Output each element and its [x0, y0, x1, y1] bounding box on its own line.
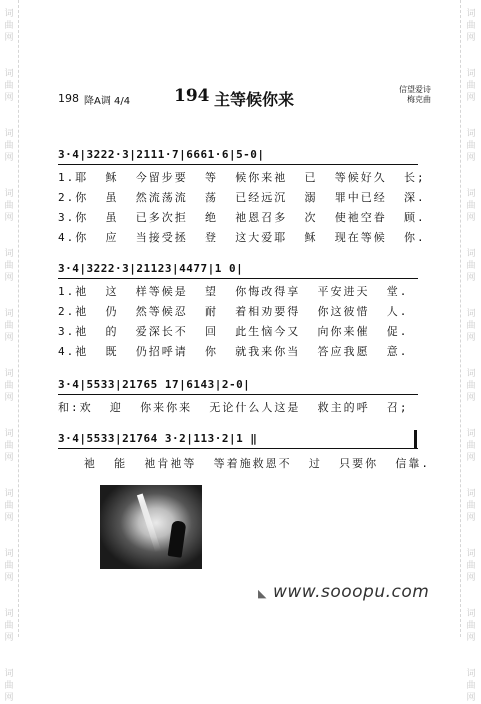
staff-2-notes: 3·4|3222·3|21123|4477|1 0|: [58, 262, 244, 275]
staff-2-underline: [58, 278, 418, 279]
watermark-char: 词: [466, 369, 476, 379]
watermark-char: 网: [466, 213, 476, 223]
staff-2-verse-1: 1.祂 这 样等候是 望 你悔改得享 平安进天 堂.: [58, 285, 409, 298]
watermark-char: 词: [4, 369, 14, 379]
watermark-char: 词: [4, 309, 14, 319]
watermark-char: 曲: [466, 81, 476, 91]
staff-1-verse-1: 1.耶 稣 今留步要 等 候你来祂 已 等候好久 长;: [58, 171, 426, 184]
watermark-arrow-icon: ◣: [258, 587, 267, 600]
watermark-char: 词: [466, 249, 476, 259]
watermark-char: 网: [4, 393, 14, 403]
watermark-char: 词: [466, 549, 476, 559]
site-watermark: [258, 582, 429, 602]
composer-credit: 梅克曲: [407, 95, 431, 104]
watermark-char: 曲: [466, 561, 476, 571]
watermark-char: 曲: [466, 681, 476, 691]
song-number: 194: [174, 86, 210, 106]
watermark-char: 词: [466, 669, 476, 679]
watermark-char: 曲: [466, 21, 476, 31]
watermark-char: 网: [4, 213, 14, 223]
staff-3-notes: 3·4|5533|21765 17|6143|2-0|: [58, 378, 251, 391]
watermark-char: 网: [4, 273, 14, 283]
staff-4-underline: [58, 448, 418, 449]
watermark-char: 曲: [4, 681, 14, 691]
watermark-group: [4, 480, 13, 524]
staff-2-verse-4: 4.祂 既 仍招呼请 你 就我来你当 答应我愿 意.: [58, 345, 409, 358]
watermark-char: 网: [4, 453, 14, 463]
watermark-char: 曲: [4, 561, 14, 571]
watermark-char: 词: [4, 249, 14, 259]
key-time-signature: 降A调 4/4: [84, 96, 131, 107]
staff-2-verse-3: 3.祂 的 爱深长不 回 此生恼今又 向你来催 促.: [58, 325, 409, 338]
watermark-char: 曲: [4, 141, 14, 151]
watermark-char: 词: [4, 189, 14, 199]
watermark-char: 曲: [4, 501, 14, 511]
watermark-char: 网: [466, 393, 476, 403]
watermark-group: [4, 120, 13, 164]
chorus-line-1: 和:欢 迎 你来你来 无论什么人这是 救主的呼 召;: [58, 401, 409, 414]
watermark-group: [4, 180, 13, 224]
chorus-line-2: 祂 能 祂肯祂等 等着施救恩不 过 只要你 信靠.: [58, 457, 430, 470]
staff-1-verse-4: 4.你 应 当接受拯 登 这大爱耶 稣 现在等候 你.: [58, 231, 426, 244]
watermark-char: 词: [4, 549, 14, 559]
watermark-group: [466, 60, 475, 104]
watermark-char: 词: [4, 129, 14, 139]
lyricist-credit: 信望爱诗: [399, 85, 431, 94]
watermark-group: [466, 240, 475, 284]
watermark-char: 曲: [4, 441, 14, 451]
light-streak: [137, 494, 161, 553]
page-number: 198: [58, 92, 79, 105]
watermark-group: [466, 600, 475, 644]
left-watermark-column: [0, 0, 19, 703]
watermark-char: 网: [466, 693, 476, 703]
watermark-char: 词: [466, 609, 476, 619]
song-title: 主等候你来: [214, 90, 295, 109]
watermark-char: 网: [466, 273, 476, 283]
watermark-char: 网: [4, 93, 14, 103]
watermark-group: [466, 660, 475, 704]
watermark-char: 网: [466, 573, 476, 583]
right-watermark-column: [460, 0, 481, 703]
illustration-image: [100, 485, 202, 569]
watermark-char: 曲: [466, 501, 476, 511]
watermark-char: 网: [466, 633, 476, 643]
watermark-char: 网: [4, 633, 14, 643]
watermark-char: 词: [466, 309, 476, 319]
watermark-char: 曲: [4, 261, 14, 271]
watermark-group: [4, 600, 13, 644]
watermark-char: 网: [4, 333, 14, 343]
watermark-char: 曲: [4, 621, 14, 631]
final-barline: [414, 430, 417, 448]
watermark-char: 词: [466, 489, 476, 499]
figure-silhouette: [168, 520, 187, 558]
watermark-group: [4, 540, 13, 584]
watermark-group: [4, 0, 13, 44]
watermark-char: 网: [4, 513, 14, 523]
watermark-char: 曲: [466, 201, 476, 211]
watermark-char: 网: [4, 573, 14, 583]
watermark-char: 曲: [466, 261, 476, 271]
watermark-text: www.sooopu.com: [272, 582, 430, 602]
watermark-group: [466, 540, 475, 584]
credits: [399, 85, 431, 105]
watermark-char: 词: [466, 9, 476, 19]
staff-2-verse-2: 2.祂 仍 然等候忍 耐 着相劝要得 你这彼惜 人.: [58, 305, 409, 318]
watermark-char: 曲: [4, 81, 14, 91]
staff-1-underline: [58, 164, 418, 165]
song-header: [58, 85, 431, 110]
watermark-char: 网: [466, 453, 476, 463]
watermark-char: 曲: [466, 441, 476, 451]
staff-1-notes: 3·4|3222·3|2111·7|6661·6|5-0|: [58, 148, 265, 161]
watermark-group: [466, 300, 475, 344]
watermark-group: [4, 360, 13, 404]
watermark-char: 曲: [466, 621, 476, 631]
watermark-char: 词: [4, 489, 14, 499]
watermark-group: [466, 180, 475, 224]
watermark-char: 词: [4, 669, 14, 679]
staff-1-verse-3: 3.你 虽 已多次拒 绝 祂恩召多 次 使祂空眷 顾.: [58, 211, 426, 224]
watermark-char: 网: [466, 93, 476, 103]
watermark-group: [4, 300, 13, 344]
watermark-group: [4, 420, 13, 464]
watermark-char: 网: [4, 693, 14, 703]
watermark-group: [4, 240, 13, 284]
watermark-char: 词: [4, 9, 14, 19]
watermark-char: 曲: [4, 381, 14, 391]
watermark-group: [4, 60, 13, 104]
watermark-group: [466, 120, 475, 164]
watermark-char: 词: [4, 429, 14, 439]
watermark-char: 网: [466, 33, 476, 43]
watermark-char: 词: [466, 429, 476, 439]
watermark-group: [466, 360, 475, 404]
staff-3-underline: [58, 394, 418, 395]
watermark-group: [466, 0, 475, 44]
staff-4-notes: 3·4|5533|21764 3·2|113·2|1 ‖: [58, 432, 258, 445]
watermark-char: 曲: [4, 21, 14, 31]
watermark-char: 网: [466, 333, 476, 343]
watermark-char: 网: [466, 513, 476, 523]
staff-1-verse-2: 2.你 虽 然流荡流 荡 已经远沉 溺 罪中已经 深.: [58, 191, 426, 204]
watermark-char: 曲: [466, 321, 476, 331]
watermark-char: 网: [466, 153, 476, 163]
watermark-char: 网: [4, 33, 14, 43]
watermark-char: 曲: [466, 381, 476, 391]
watermark-char: 曲: [4, 321, 14, 331]
watermark-group: [466, 420, 475, 464]
watermark-char: 曲: [466, 141, 476, 151]
watermark-char: 词: [466, 129, 476, 139]
watermark-char: 词: [4, 609, 14, 619]
watermark-char: 词: [466, 189, 476, 199]
watermark-char: 网: [4, 153, 14, 163]
watermark-char: 词: [4, 69, 14, 79]
watermark-group: [4, 660, 13, 704]
watermark-group: [466, 480, 475, 524]
watermark-char: 词: [466, 69, 476, 79]
watermark-char: 曲: [4, 201, 14, 211]
